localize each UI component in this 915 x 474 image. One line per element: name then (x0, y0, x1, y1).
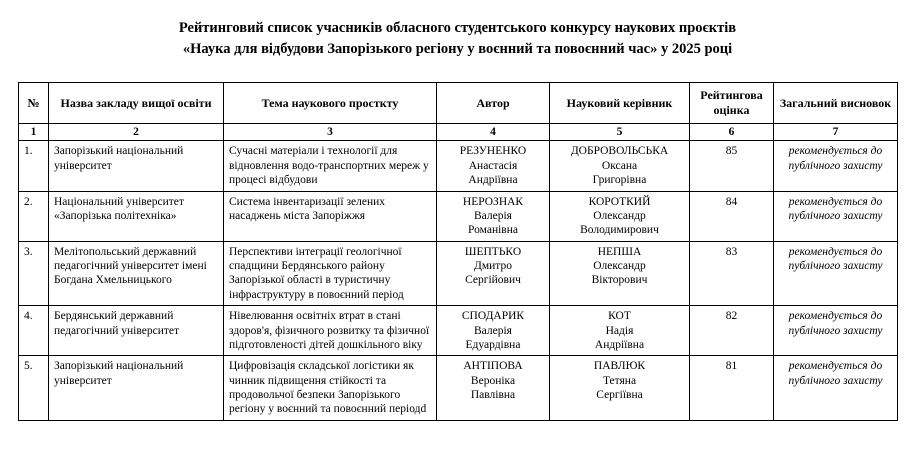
row-author (437, 241, 550, 306)
supervisor-patronymic: Сергіївна (596, 389, 643, 402)
author-patronymic: Романівна (468, 224, 518, 237)
row-conclusion: рекомендується до публічного захисту (774, 356, 898, 421)
supervisor-name: Надія (605, 324, 634, 337)
row-supervisor (550, 306, 690, 356)
supervisor-patronymic: Володимирович (580, 224, 659, 237)
row-number: 4. (19, 306, 49, 356)
author-surname: АНТІПОВА (463, 360, 523, 373)
column-header-institution: Назва закладу вищої освіти (49, 83, 224, 124)
row-conclusion: рекомендується до публічного захисту (774, 306, 898, 356)
row-theme: Цифровізація складської логістики як чинник підвищення стійкості та продовольчої безпеки Запорізького регіону у воєнний та повоєнний періодd (224, 356, 437, 421)
supervisor-name: Тетяна (602, 374, 637, 387)
row-supervisor (550, 241, 690, 306)
author-surname: НЕРОЗНАК (462, 195, 524, 208)
page-title (0, 0, 915, 60)
row-institution: Бердянський державний педагогічний університет (49, 306, 224, 356)
row-score: 82 (690, 306, 774, 356)
supervisor-name: Олександр (593, 260, 646, 273)
row-score: 84 (690, 191, 774, 241)
supervisor-surname: КОРОТКИЙ (588, 195, 651, 208)
table-row (19, 191, 898, 241)
row-theme: Перспективи інтеграції геологічної спадщини Бердянського району Запорізької області в туристичну інфраструктуру в повоєнний період (224, 241, 437, 306)
row-theme: Сучасні матеріали і технології для відновлення водо-транспортних мереж у процесі відбудови (224, 141, 437, 191)
author-name: Анастасія (468, 159, 518, 172)
row-number: 2. (19, 191, 49, 241)
column-number-7: 7 (774, 124, 898, 141)
supervisor-surname: НЕПША (597, 245, 642, 258)
author-patronymic: Едуардівна (465, 338, 521, 351)
supervisor-patronymic: Вікторович (591, 274, 648, 287)
supervisor-name: Олександр (593, 209, 646, 222)
row-conclusion: рекомендується до публічного захисту (774, 191, 898, 241)
row-score: 81 (690, 356, 774, 421)
column-number-4: 4 (437, 124, 550, 141)
supervisor-surname: ПАВЛЮК (593, 360, 646, 373)
row-supervisor (550, 356, 690, 421)
column-header-conclusion: Загальний висновок (774, 83, 898, 124)
column-header-supervisor: Науковий керівник (550, 83, 690, 124)
ranking-table (18, 82, 898, 421)
row-number: 3. (19, 241, 49, 306)
table-row (19, 141, 898, 191)
row-author (437, 306, 550, 356)
author-patronymic: Павлівна (470, 389, 516, 402)
author-name: Вероніка (470, 374, 516, 387)
author-surname: СПОДАРИК (461, 310, 525, 323)
author-surname: РЕЗУНЕНКО (459, 145, 527, 158)
column-number-2: 2 (49, 124, 224, 141)
author-patronymic: Сергійович (465, 274, 521, 287)
author-name: Валерія (474, 324, 512, 337)
supervisor-surname: ДОБРОВОЛЬСЬКА (570, 145, 669, 158)
table-header-row (19, 83, 898, 124)
table-row (19, 356, 898, 421)
supervisor-surname: КОТ (608, 310, 631, 323)
author-patronymic: Андріївна (468, 174, 518, 187)
row-number: 5. (19, 356, 49, 421)
column-number-5: 5 (550, 124, 690, 141)
table-row (19, 241, 898, 306)
page-title-line-2: «Наука для відбудови Запорізького регіону у воєнний та повоєнний час» у 2025 році (182, 41, 733, 58)
column-header-author: Автор (437, 83, 550, 124)
row-institution: Національний університет «Запорізька політехніка» (49, 191, 224, 241)
column-number-1: 1 (19, 124, 49, 141)
table-row (19, 306, 898, 356)
supervisor-patronymic: Григорівна (592, 174, 647, 187)
row-author (437, 191, 550, 241)
column-number-3: 3 (224, 124, 437, 141)
column-number-6: 6 (690, 124, 774, 141)
row-conclusion: рекомендується до публічного захисту (774, 141, 898, 191)
page-title-line-1: Рейтинговий список учасників обласного студентського конкурсу наукових проєктів (178, 20, 737, 36)
row-institution: Запорізький національний університет (49, 141, 224, 191)
author-name: Валерія (474, 209, 512, 222)
row-author (437, 356, 550, 421)
row-theme: Система інвентаризації зелених насаджень міста Запоріжжя (224, 191, 437, 241)
supervisor-name: Оксана (601, 159, 638, 172)
row-author (437, 141, 550, 191)
row-supervisor (550, 191, 690, 241)
column-header-number: № (19, 83, 49, 124)
row-conclusion: рекомендується до публічного захисту (774, 241, 898, 306)
row-score: 85 (690, 141, 774, 191)
author-surname: ШЕПТЬКО (464, 245, 522, 258)
row-institution: Мелітопольський державний педагогічний університет імені Богдана Хмельницького (49, 241, 224, 306)
column-header-score: Рейтингова оцінка (690, 83, 774, 124)
table-column-number-row (19, 124, 898, 141)
row-institution: Запорізький національний університет (49, 356, 224, 421)
row-theme: Нівелювання освітніх втрат в стані здоров'я, фізичного розвитку та фізичної підготовленості дітей дошкільного віку (224, 306, 437, 356)
column-header-theme: Тема наукового просткту (224, 83, 437, 124)
row-supervisor (550, 141, 690, 191)
supervisor-patronymic: Андріївна (594, 338, 645, 351)
row-number: 1. (19, 141, 49, 191)
row-score: 83 (690, 241, 774, 306)
author-name: Дмитро (474, 260, 512, 273)
